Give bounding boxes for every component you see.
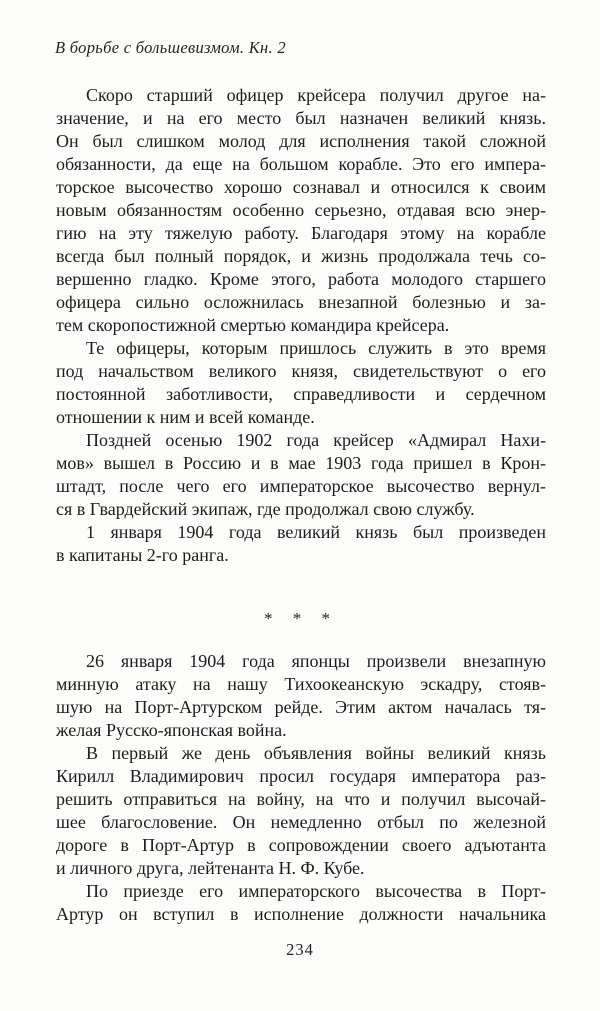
text-line: шее благословение. Он немедленно отбыл по железной (56, 812, 546, 832)
text-line: По приезде его императорского высочества в Порт- (86, 881, 546, 901)
text-line: торское высочество хорошо сознавал и относился к своим (56, 177, 546, 197)
text-line: Скоро старший офицер крейсера получил другое на- (86, 85, 546, 105)
text-line: В первый же день объявления войны великий князь (86, 743, 546, 763)
page-body (56, 84, 546, 926)
running-header: В борьбе с большевизмом. Кн. 2 (55, 38, 286, 57)
text-line: минную атаку на нашу Тихоокеанскую эскадру, стояв- (56, 674, 546, 694)
paragraph (56, 429, 546, 521)
text-line: Поздней осенью 1902 года крейсер «Адмирал Нахи- (86, 430, 546, 450)
text-line: вершенно гладко. Кроме этого, работа молодого старшего (56, 269, 546, 289)
text-line: постоянной заботливости, справедливости и сердечном (56, 384, 546, 404)
text-line: и личного друга, лейтенанта Н. Ф. Кубе. (56, 858, 365, 878)
text-line: тем скоропостижной смертью командира крейсера. (56, 315, 450, 335)
text-line: желая Русско-японская война. (56, 720, 287, 740)
text-line: штадт, после чего его императорское высочество вернул- (56, 476, 546, 496)
text-line: мов» вышел в Россию и в мае 1903 года пришел в Крон- (56, 453, 546, 473)
paragraph (56, 650, 546, 742)
text-line: 26 января 1904 года японцы произвели внезапную (86, 651, 546, 671)
paragraph (56, 521, 546, 567)
text-line: 1 января 1904 года великий князь был произведен (86, 522, 546, 542)
text-line: Те офицеры, которым пришлось служить в это время (86, 338, 546, 358)
text-line: в капитаны 2-го ранга. (56, 545, 229, 565)
text-line: Кирилл Владимирович просил государя императора раз- (56, 766, 546, 786)
text-line: шую на Порт-Артурском рейде. Этим актом началась тя- (56, 697, 546, 717)
text-line: Артур он вступил в исполнение должности начальника (56, 904, 546, 924)
section-separator: * * * (264, 609, 338, 628)
text-line: под начальством великого князя, свидетельствуют о его (56, 361, 546, 381)
text-line: решить отправиться на войну, на что и получил высочай- (56, 789, 546, 809)
text-line: дороге в Порт-Артур в сопровождении своего адъютанта (56, 835, 546, 855)
text-line: гию на эту тяжелую работу. Благодаря этому на корабле (56, 223, 546, 243)
text-line: офицера сильно осложнилась внезапной болезнью и за- (56, 292, 546, 312)
text-line: ся в Гвардейский экипаж, где продолжал свою службу. (56, 499, 475, 519)
paragraph (56, 84, 546, 337)
paragraph (56, 742, 546, 880)
paragraph (56, 880, 546, 926)
text-line: всегда был полный порядок, и жизнь продолжала течь со- (56, 246, 546, 266)
text-line: обязанности, да еще на большом корабле. Это его импера- (56, 154, 546, 174)
text-line: значение, и на его место был назначен великий князь. (56, 108, 546, 128)
text-line: Он был слишком молод для исполнения такой сложной (56, 131, 546, 151)
text-line: новым обязанностям особенно серьезно, отдавая всю энер- (56, 200, 546, 220)
text-line: отношении к ним и всей команде. (56, 407, 315, 427)
paragraph (56, 337, 546, 429)
page-number: 234 (286, 940, 314, 959)
